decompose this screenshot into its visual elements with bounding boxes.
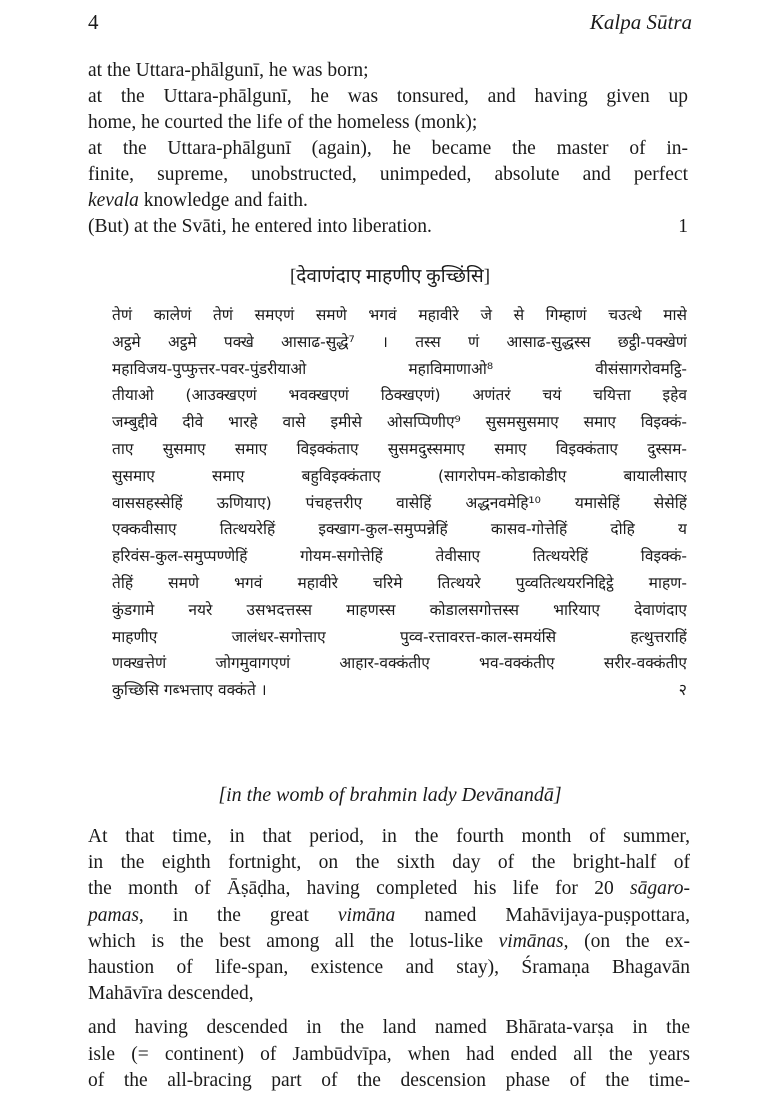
heading-fragment: ] [553, 784, 562, 806]
sanskrit-line: वाससहस्सेहिं ऊणियाए) पंचहत्तरीए वासेहिं अद्धनवमेहि¹⁰ यमासेहिं सेसेहिं [112, 493, 687, 512]
sanskrit-line [112, 677, 687, 704]
text-line [88, 876, 690, 902]
text-fragment: , (on the ex- [563, 930, 690, 952]
text-line: Mahāvīra descended, [88, 983, 254, 1005]
italic-term: vimānas [498, 930, 564, 952]
page-number: 4 [88, 10, 99, 34]
sanskrit-line: माहणीए जालंधर-सगोत्ताए पुव्व-रत्तावरत्त-काल-समयंसि हत्थुत्तराहिं [112, 627, 687, 646]
sanskrit-line: सुसमाए समाए बहुविइक्कंताए (सागरोपम-कोडाकोडीए बायालीसाए [112, 466, 687, 485]
text-fragment: which is the best among all the lotus-like [88, 930, 499, 952]
english-section-heading [0, 784, 780, 807]
sanskrit-line: एक्कवीसाए तित्थयरेहिं इक्खाग-कुल-समुप्पन्नेहिं कासव-गोत्तेहिं दोहि य [112, 520, 687, 539]
text-line: and having descended in the land named Bhārata-varṣa in the [88, 1017, 690, 1039]
sanskrit-line: ताए सुसमाए समाए विइक्कंताए सुसमदुस्समाए समाए विइक्कंताए दुस्सम- [112, 439, 687, 458]
paragraph-gap [88, 1007, 690, 1015]
sanskrit-section-heading: [देवाणंदाए माहणीए कुच्छिंसि] [289, 266, 491, 287]
italic-term: pamas [88, 904, 139, 926]
text-fragment: the month of Āṣāḍha, having completed his life for 20 [88, 878, 631, 900]
text-line: home, he courted the life of the homeless (monk); [88, 112, 478, 133]
text-fragment: , in the great [138, 904, 338, 926]
text-line: finite, supreme, unobstructed, unimpeded, absolute and perfect [88, 164, 688, 185]
text-line: haustion of life-span, existence and stay), Śramaṇa Bhagavān [88, 957, 690, 979]
verse-number: 1 [678, 216, 688, 237]
text-line [88, 214, 688, 240]
italic-term: sāgaro- [630, 878, 690, 900]
text-line: isle (= continent) of Jambūdvīpa, when had ended all the years [88, 1043, 690, 1065]
text-line [88, 188, 688, 214]
italic-term: vimāna [337, 904, 396, 926]
text-line: At that time, in that period, in the fourth month of summer, [88, 826, 690, 847]
sanskrit-line: तेणं कालेणं तेणं समएणं समणे भगवं महावीरे जे से गिम्हाणं चउत्थे मासे [112, 306, 687, 324]
text-line: at the Uttara-phālgunī, he was tonsured, and having given up [88, 86, 688, 107]
sanskrit-line: हरिवंस-कुल-समुप्पण्णेहिं गोयम-सगोत्तेहिं तेवीसाए तित्थयरेहिं विइक्कं- [112, 547, 687, 566]
english-verse-1 [88, 58, 688, 240]
heading-fragment: [in the womb of brahmin lady [218, 784, 462, 806]
sanskrit-line: णक्खत्तेणं जोगमुवागएणं आहार-वक्कंतीए भव-वक्कंतीए सरीर-वक्कंतीए [112, 654, 687, 673]
heading-name: Devānandā [461, 784, 554, 806]
sanskrit-line: तेहिं समणे भगवं महावीरे चरिमे तित्थयरे पुव्वतित्थयरनिद्दिट्ठे माहण- [112, 573, 687, 592]
text-line [88, 903, 690, 929]
text-fragment: कुच्छिसि गब्भत्ताए वक्कंते । [112, 681, 267, 700]
sanskrit-line: अट्ठमे अट्ठमे पक्खे आसाढ-सुद्धे⁷ । तस्स णं आसाढ-सुद्धस्स छट्ठी-पक्खेणं [112, 332, 687, 351]
sanskrit-line: महाविजय-पुप्फुत्तर-पवर-पुंडरीयाओ महाविमाणाओ⁸ वीसंसागरोवमट्ठि- [112, 359, 687, 378]
text-fragment: named Mahāvijaya-puṣpottara, [395, 904, 690, 926]
running-head: Kalpa Sūtra [589, 10, 692, 34]
sanskrit-line: जम्बुद्दीवे दीवे भारहे वासे इमीसे ओसप्पिणीए⁹ सुसमसुसमाए समाए विइक्कं- [112, 413, 687, 432]
text-line: at the Uttara-phālgunī (again), he became the master of in- [88, 138, 688, 159]
sanskrit-line: तीयाओ (आउक्खएणं भवक्खएणं ठिक्खएणं) अणंतरं चयं चयित्ता इहेव [112, 386, 687, 405]
italic-term: kevala [88, 190, 139, 211]
english-translation [88, 824, 690, 1094]
sanskrit-line: कुंडगामे नयरे उसभदत्तस्स माहणस्स कोडालसगोत्तस्स भारियाए देवाणंदाए [112, 600, 687, 619]
text-fragment: knowledge and faith. [138, 190, 308, 211]
verse-number: २ [678, 680, 687, 700]
text-line: in the eighth fortnight, on the sixth day of the bright-half of [88, 852, 690, 874]
sanskrit-verse-2 [112, 302, 687, 704]
text-line [88, 929, 690, 955]
text-line: of the all-bracing part of the descension phase of the time- [88, 1069, 690, 1091]
text-fragment: (But) at the Svāti, he entered into liberation. [88, 216, 432, 237]
text-line: at the Uttara-phālgunī, he was born; [88, 60, 369, 81]
page-header [88, 10, 692, 42]
